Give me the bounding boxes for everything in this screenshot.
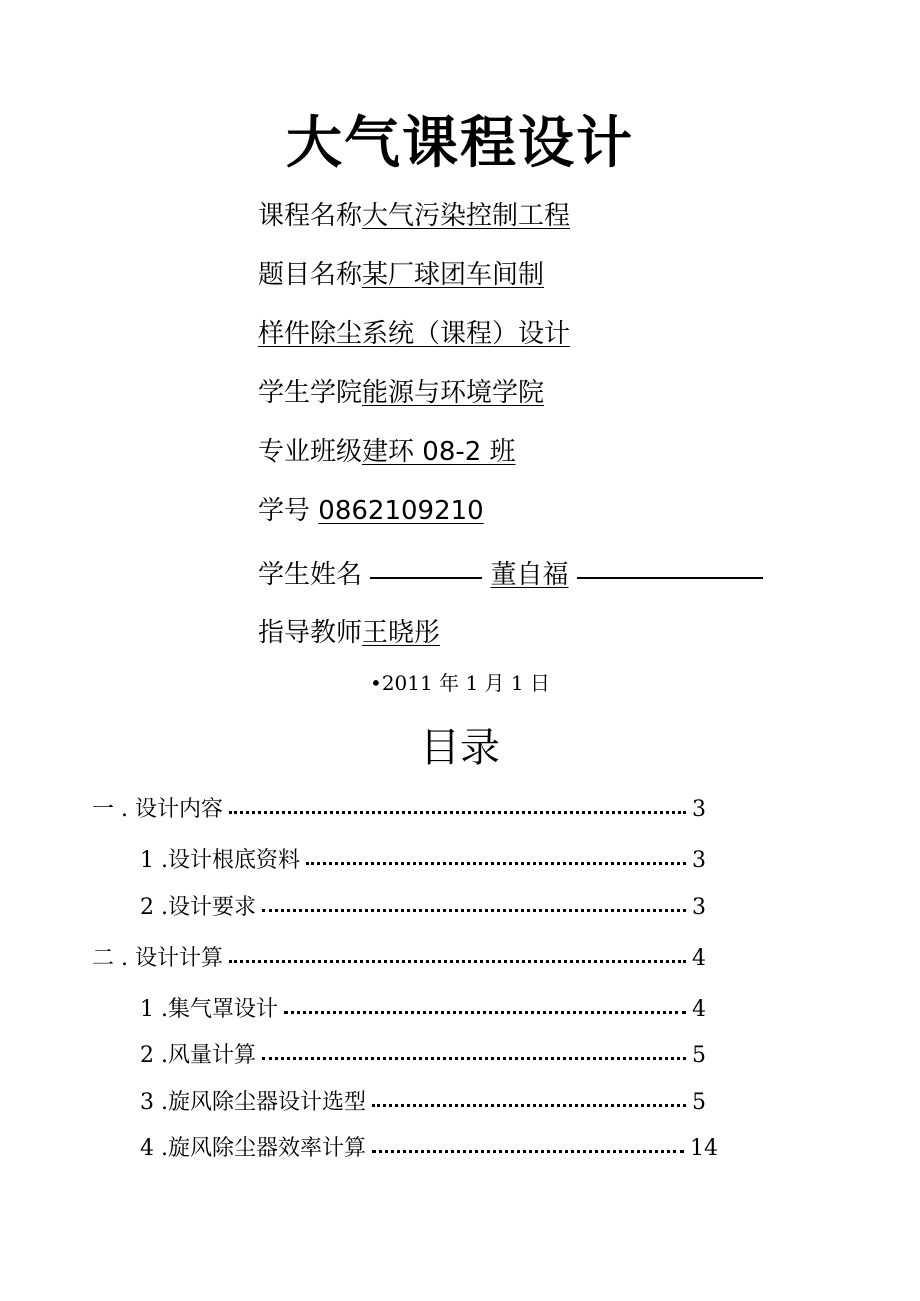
toc-item-page: 5 [692, 1090, 706, 1115]
teacher-value: 王晓彤 [362, 618, 441, 648]
topic-name-value-2: 样件除尘系统（课程）设计 [258, 319, 571, 349]
toc-item-page: 14 [690, 1136, 718, 1161]
college-label: 学生学院 [258, 378, 363, 408]
course-name-value: 大气污染控制工程 [362, 201, 571, 231]
toc-item[interactable] [92, 794, 706, 826]
toc-leader-dots [262, 909, 686, 912]
toc-item-label: 4 .旋风除尘器效率计算 [140, 1136, 366, 1161]
topic-name-continuation [258, 316, 570, 352]
toc-item-page: 4 [692, 946, 706, 971]
toc-leader-dots [306, 862, 686, 865]
student-id-line [258, 493, 484, 529]
student-name-value: 董自福 [490, 560, 569, 590]
toc-item[interactable] [140, 1087, 706, 1119]
toc-leader-dots [372, 1150, 684, 1153]
toc-leader-dots [284, 1011, 686, 1014]
toc-item-page: 3 [692, 797, 706, 822]
toc-item-label: 3 .旋风除尘器设计选型 [140, 1090, 366, 1115]
class-label: 专业班级 [258, 437, 363, 467]
toc-item-label: 2 .设计要求 [140, 895, 256, 920]
toc-item-label: 一 . 设计内容 [92, 797, 223, 822]
college-line [258, 375, 544, 411]
toc-leader-dots [372, 1104, 686, 1107]
toc-item[interactable] [140, 892, 706, 924]
topic-name-value-1: 某厂球团车间制 [362, 260, 545, 290]
toc-leader-dots [229, 811, 686, 814]
toc-item-page: 4 [692, 997, 706, 1022]
college-value: 能源与环境学院 [362, 378, 545, 408]
toc-item-label: 二 . 设计计算 [92, 946, 223, 971]
teacher-label: 指导教师 [258, 618, 363, 648]
toc-item[interactable] [140, 1133, 718, 1165]
toc-item-label: 2 .风量计算 [140, 1043, 256, 1068]
toc-item-page: 3 [692, 848, 706, 873]
toc-item[interactable] [140, 845, 706, 877]
blank-underline-right [577, 577, 763, 579]
student-id-value: 0862109210 [318, 496, 484, 526]
toc-item[interactable] [140, 994, 706, 1026]
toc-item[interactable] [92, 943, 706, 975]
student-name-line [258, 557, 763, 593]
toc-item[interactable] [140, 1040, 706, 1072]
course-name-label: 课程名称 [258, 201, 363, 231]
topic-name-line [258, 257, 544, 293]
blank-underline-left [370, 577, 482, 579]
teacher-line [258, 615, 440, 651]
document-title: 大气课程设计 [286, 111, 634, 176]
course-name-line [258, 198, 570, 234]
toc-item-page: 3 [692, 895, 706, 920]
toc-item-page: 5 [692, 1043, 706, 1068]
topic-name-label: 题目名称 [258, 260, 363, 290]
toc-item-label: 1 .集气罩设计 [140, 997, 278, 1022]
document-date: •2011 年 1 月 1 日 [370, 671, 550, 695]
toc-leader-dots [229, 960, 686, 963]
student-name-label: 学生姓名 [258, 560, 363, 590]
class-value: 建环 08-2 班 [362, 437, 516, 467]
toc-title: 目录 [420, 725, 500, 771]
student-id-label: 学号 [258, 496, 311, 526]
toc-item-label: 1 .设计根底资料 [140, 848, 300, 873]
toc-leader-dots [262, 1057, 686, 1060]
class-line [258, 434, 516, 470]
